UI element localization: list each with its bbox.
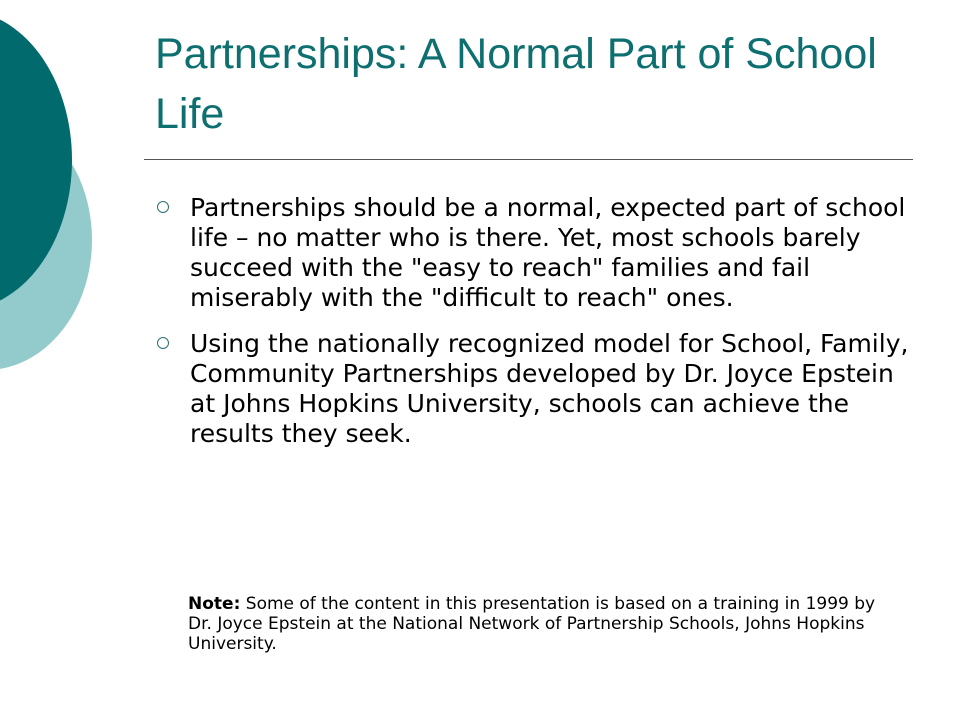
bullet-text: Partnerships should be a normal, expected part of school life – no matter who is there. Yet, most schools barely succeed with the "easy to reach" families and fail miserably with the "difficult to reach" ones. (190, 193, 906, 312)
bullet-item (155, 193, 915, 313)
bullet-list (155, 193, 915, 465)
footnote-label: Note: (188, 594, 241, 614)
bullet-item (155, 329, 915, 449)
bullet-circle-icon (157, 337, 169, 349)
bullet-circle-icon (157, 201, 169, 213)
footnote-text: Some of the content in this presentation is based on a training in 1999 by Dr. Joyce Epstein at the National Network of Partnership Schools, Johns Hopkins University. (188, 594, 876, 654)
footnote (188, 594, 888, 654)
bullet-text: Using the nationally recognized model for School, Family, Community Partnerships developed by Dr. Joyce Epstein at Johns Hopkins University, schools can achieve the results they seek. (190, 329, 909, 448)
title-divider (144, 159, 913, 160)
slide-title: Partnerships: A Normal Part of School Life (155, 30, 877, 138)
